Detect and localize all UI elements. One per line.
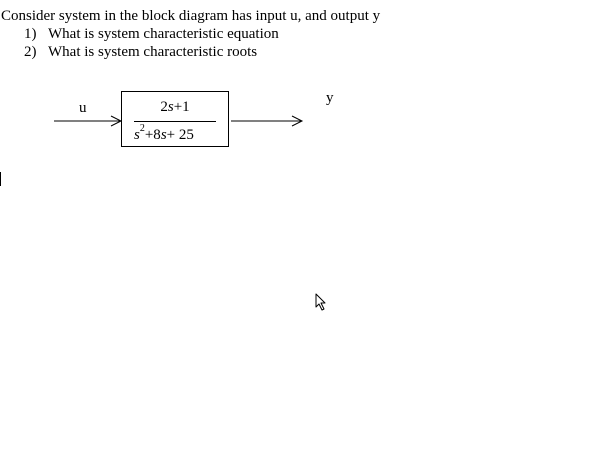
question-1-text: What is system characteristic equation [48, 26, 279, 42]
tf-num-var: s [167, 99, 174, 115]
tf-den-exp: 2 [139, 123, 145, 134]
transfer-function [122, 92, 228, 146]
fraction-bar [134, 121, 216, 122]
question-2-number: 2) [24, 44, 37, 60]
intro-text: Consider system in the block diagram has input u, and output y [1, 8, 381, 24]
input-label: u [79, 100, 87, 116]
tf-denominator [134, 125, 194, 144]
tf-den-var2: s [160, 127, 167, 143]
transfer-function-block [121, 91, 229, 147]
output-label: y [326, 90, 334, 106]
tf-num-coef: 2 [160, 99, 168, 115]
tf-den-const: + 25 [166, 127, 194, 143]
question-1-number: 1) [24, 26, 37, 42]
question-2-text: What is system characteristic roots [48, 44, 258, 60]
tf-den-mid: +8 [144, 127, 161, 143]
text-caret [0, 172, 1, 186]
tf-den-var: s [134, 127, 140, 143]
tf-numerator [122, 99, 228, 116]
mouse-pointer-icon [315, 293, 327, 311]
tf-num-const: +1 [173, 99, 190, 115]
